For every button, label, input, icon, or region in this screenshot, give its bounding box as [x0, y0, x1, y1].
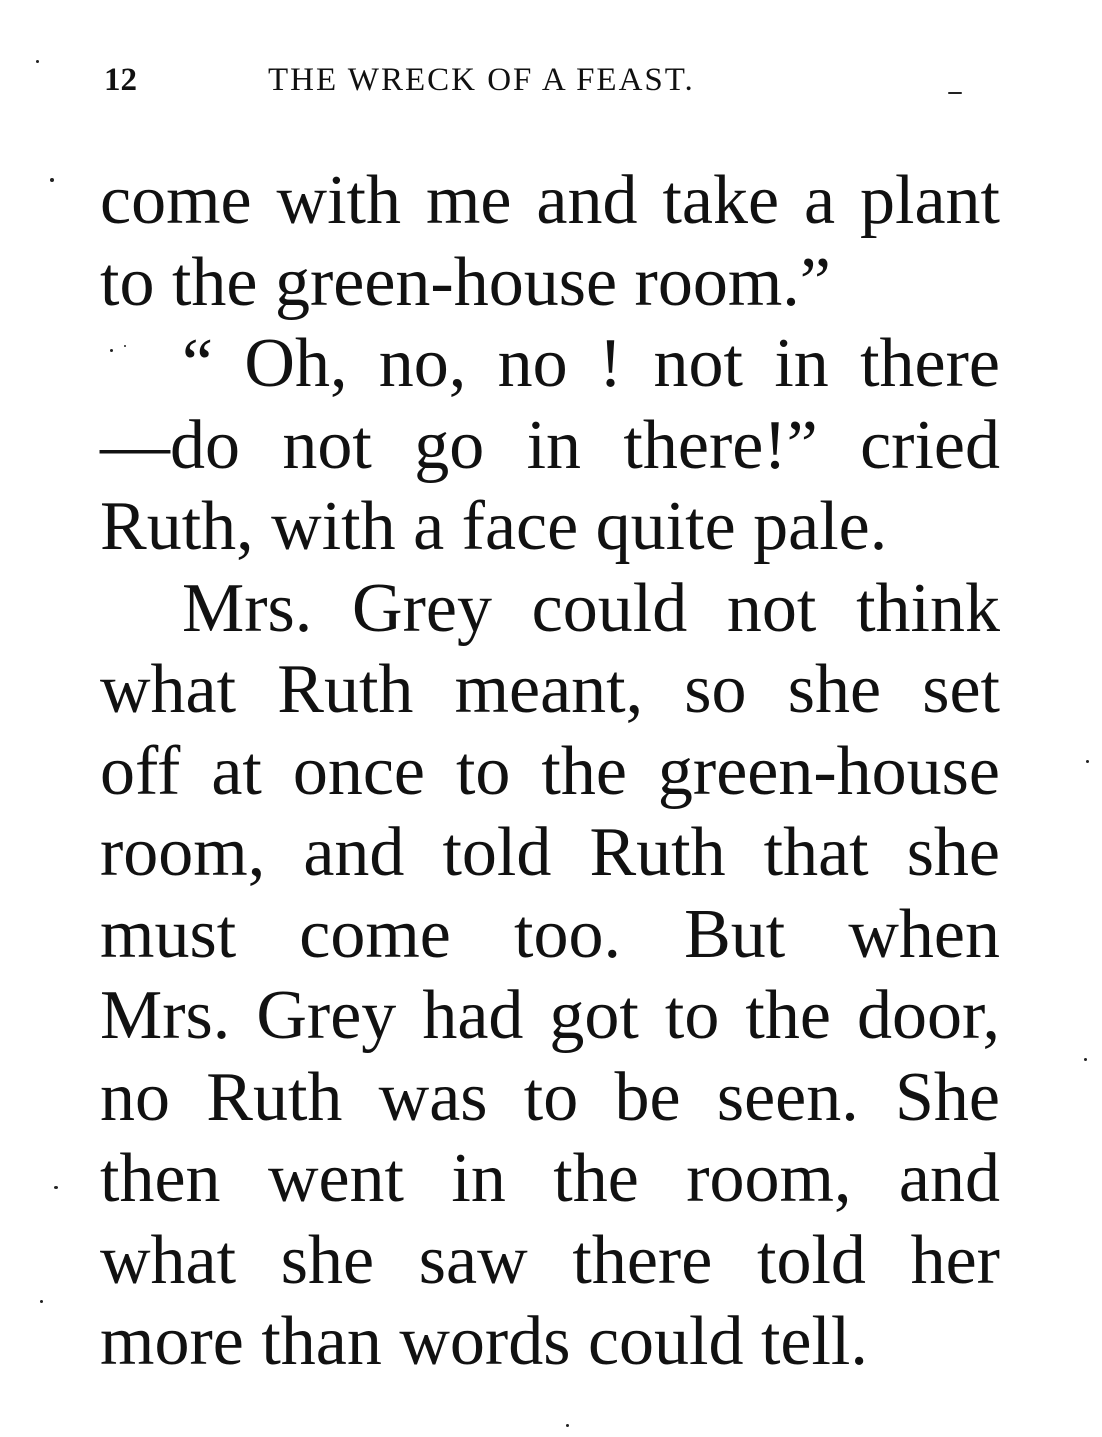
- scan-speck: [54, 1186, 58, 1189]
- scan-speck: [566, 1424, 569, 1427]
- text-line: then went in the room, and: [100, 1140, 1000, 1217]
- scan-speck: [124, 345, 126, 347]
- page-number: 12: [104, 62, 137, 98]
- text-line: come with me and take a plant: [100, 162, 1000, 239]
- scan-speck: [50, 178, 54, 182]
- text-line: Mrs. Grey could not think: [182, 569, 1000, 647]
- running-head: [100, 56, 1000, 104]
- text-line: off at once to the green-house: [100, 732, 1000, 810]
- running-title: THE WRECK OF A FEAST.: [268, 62, 695, 98]
- text-line: “ Oh, no, no ! not in there: [182, 325, 1000, 402]
- text-line: more than words could tell.: [100, 1303, 868, 1380]
- scan-speck: [40, 1300, 43, 1303]
- scan-speck: [110, 349, 113, 352]
- text-line: —do not go in there!” cried: [100, 406, 1000, 484]
- text-line: no Ruth was to be seen. She: [100, 1058, 1000, 1136]
- scan-speck: [1086, 760, 1089, 763]
- text-line: room, and told Ruth that she: [100, 814, 1000, 891]
- text-line: what she saw there told her: [100, 1221, 1000, 1299]
- scan-speck: [36, 60, 39, 63]
- body-text: [100, 160, 1000, 1383]
- text-line: Ruth, with a face quite pale.: [100, 488, 888, 565]
- text-line: to the green-house room.”: [100, 243, 831, 321]
- text-line: what Ruth meant, so she set: [100, 651, 1000, 728]
- scan-speck: [948, 92, 962, 94]
- text-line: Mrs. Grey had got to the door,: [100, 977, 1000, 1054]
- text-line: must come too. But when: [100, 895, 1000, 973]
- scan-speck: [1084, 1058, 1087, 1061]
